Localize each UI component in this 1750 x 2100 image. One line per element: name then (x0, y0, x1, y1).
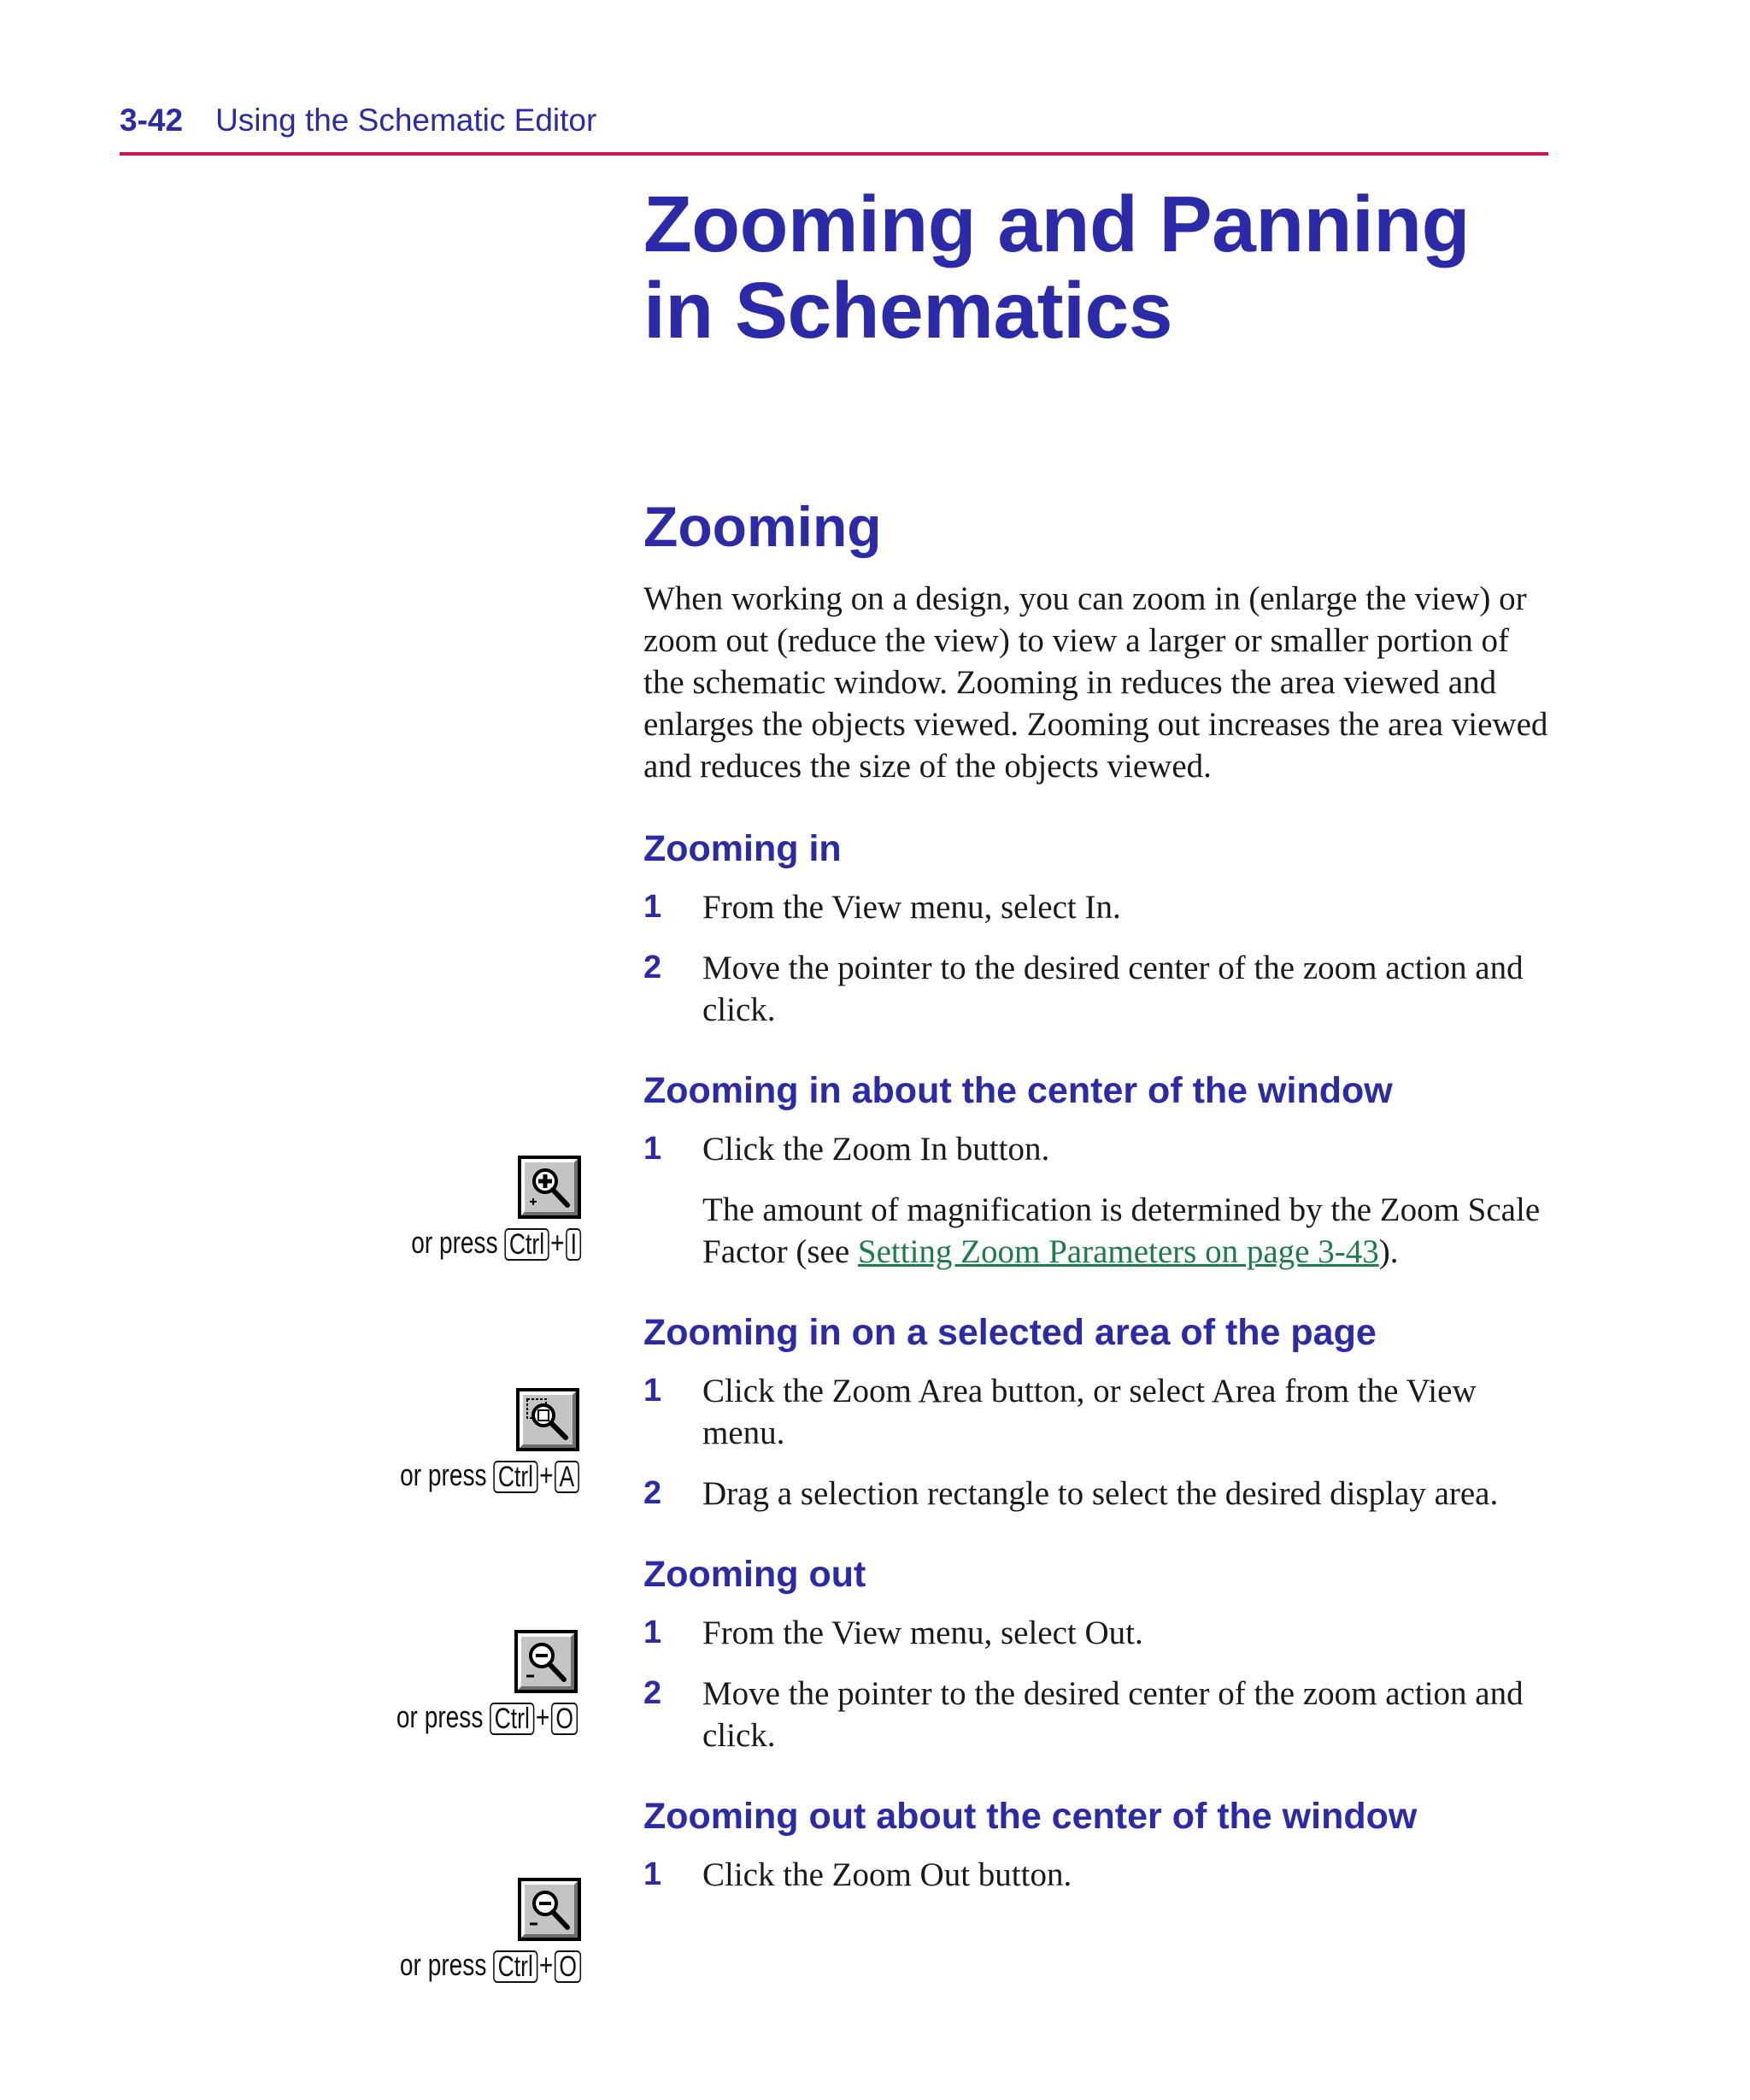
step-text: From the View menu, select Out. (702, 1615, 1143, 1651)
step-note (702, 1189, 1551, 1273)
step-item (643, 1128, 1551, 1273)
shortcut-zoom-area (297, 1388, 579, 1494)
step-number: 2 (643, 1475, 662, 1511)
zoom-out-icon (526, 1886, 573, 1932)
cross-reference-link[interactable]: Setting Zoom Parameters on page 3-43 (857, 1233, 1379, 1270)
step-list (643, 1370, 1551, 1515)
keyboard-shortcut (411, 1226, 581, 1260)
subsection-heading: Zooming in about the center of the window (643, 1070, 1393, 1111)
ctrl-key: Ctrl (504, 1228, 549, 1261)
running-header (120, 103, 1548, 156)
step-item (643, 1473, 1551, 1515)
zoom-area-button[interactable] (516, 1388, 579, 1451)
plus-sign: + (538, 1947, 553, 1982)
step-number: 1 (643, 1615, 662, 1650)
step-text: Move the pointer to the desired center of the zoom action and click. (702, 950, 1524, 1028)
step-text: Drag a selection rectangle to select the desired display area. (702, 1475, 1499, 1512)
step-number: 1 (643, 1856, 662, 1892)
ctrl-key: Ctrl (490, 1703, 534, 1735)
shortcut-prefix: or press (399, 1947, 486, 1982)
ctrl-key: Ctrl (494, 1461, 538, 1493)
step-item (643, 1612, 1551, 1654)
shortcut-prefix: or press (400, 1457, 487, 1492)
keyboard-shortcut (396, 1700, 578, 1734)
shortcut-prefix: or press (410, 1225, 498, 1260)
step-item (643, 1854, 1551, 1896)
step-number: 2 (643, 1675, 662, 1711)
step-number: 1 (643, 889, 662, 925)
step-number: 1 (643, 1131, 662, 1167)
plus-sign: + (535, 1699, 549, 1734)
subsection-heading: Zooming out (643, 1554, 866, 1595)
note-text: The amount of magnification is determined by the Zoom Scale Factor (see (702, 1191, 1541, 1270)
keyboard-shortcut (399, 1948, 581, 1982)
step-text: Click the Zoom Out button. (702, 1856, 1072, 1893)
page-number: 3-42 (120, 103, 184, 138)
subsection-heading: Zooming in on a selected area of the page (643, 1312, 1377, 1353)
shortcut-prefix: or press (396, 1699, 483, 1734)
zoom-area-icon (525, 1397, 571, 1443)
shortcut-key: I (566, 1228, 581, 1261)
step-number: 1 (643, 1373, 662, 1409)
page-title: Zooming and Panning in Schematics (643, 179, 1470, 355)
zoom-out-button[interactable] (514, 1630, 578, 1693)
section-intro: When working on a design, you can zoom in (enlarge the view) or zoom out (reduce the view) to view a larger or smaller portion of the schematic window. Zooming in reduces the area viewed and enlarges the objects viewed. Zooming out increases the area viewed and reduces the size of the objects viewed. (643, 580, 1548, 785)
step-text: Click the Zoom Area button, or select Area from the View menu. (702, 1373, 1477, 1451)
shortcut-zoom-in (299, 1156, 581, 1262)
zoom-in-icon (526, 1164, 573, 1210)
step-list (643, 1612, 1551, 1756)
step-list (643, 1854, 1551, 1896)
zoom-out-icon (523, 1638, 569, 1685)
subsection-heading: Zooming out about the center of the window (643, 1796, 1418, 1837)
chapter-title: Using the Schematic Editor (215, 103, 597, 138)
shortcut-zoom-out-center (299, 1878, 581, 1984)
step-number: 2 (643, 950, 662, 985)
section-heading: Zooming (643, 495, 882, 558)
zoom-in-button[interactable] (518, 1156, 581, 1219)
zoom-out-button[interactable] (518, 1878, 581, 1941)
step-item (643, 1370, 1551, 1454)
subsection-heading: Zooming in (643, 828, 842, 869)
step-text: Move the pointer to the desired center of the zoom action and click. (702, 1675, 1524, 1754)
step-item (643, 886, 1551, 928)
shortcut-key: O (550, 1703, 578, 1735)
step-item (643, 1673, 1551, 1756)
main-column (643, 181, 1551, 1896)
shortcut-key: O (554, 1950, 581, 1983)
step-text: Click the Zoom In button. (702, 1131, 1050, 1168)
plus-sign: + (549, 1225, 565, 1260)
note-text: ). (1378, 1233, 1399, 1270)
step-text: From the View menu, select In. (702, 889, 1121, 926)
step-item (643, 947, 1551, 1031)
step-list (643, 886, 1551, 1031)
shortcut-zoom-out (296, 1630, 578, 1736)
shortcut-key: A (555, 1461, 579, 1493)
ctrl-key: Ctrl (493, 1950, 537, 1983)
keyboard-shortcut (400, 1458, 579, 1492)
plus-sign: + (539, 1457, 554, 1492)
step-list (643, 1128, 1551, 1273)
